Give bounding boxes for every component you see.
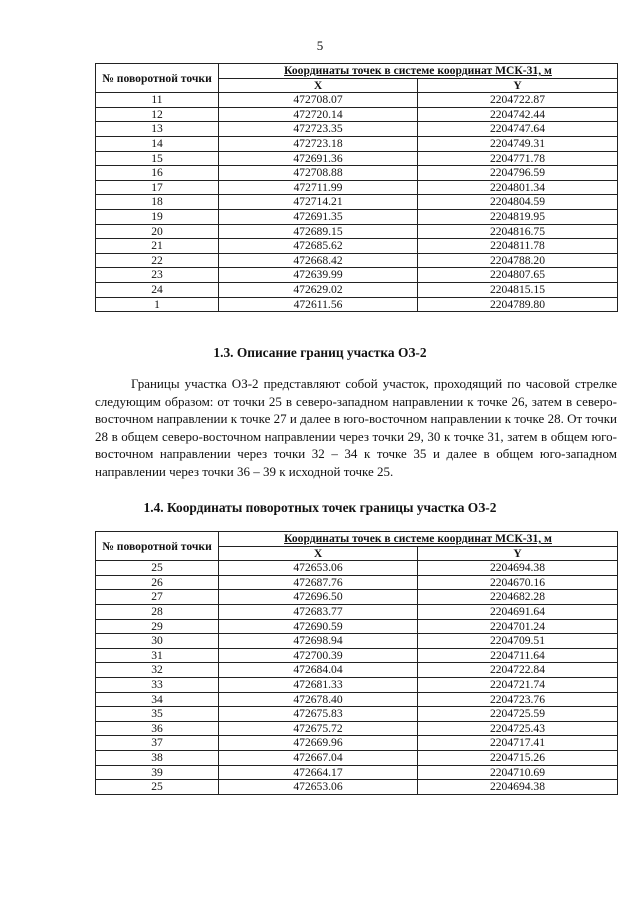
table-body xyxy=(96,93,618,312)
cell-y: 2204807.65 xyxy=(418,268,618,283)
table-row xyxy=(96,122,618,137)
cell-y: 2204723.76 xyxy=(418,692,618,707)
cell-x: 472691.35 xyxy=(219,209,418,224)
cell-point-number: 33 xyxy=(96,677,219,692)
cell-x: 472687.76 xyxy=(219,575,418,590)
cell-x: 472681.33 xyxy=(219,677,418,692)
cell-x: 472696.50 xyxy=(219,590,418,605)
table-row xyxy=(96,297,618,312)
cell-y: 2204804.59 xyxy=(418,195,618,210)
cell-y: 2204819.95 xyxy=(418,209,618,224)
cell-y: 2204710.69 xyxy=(418,765,618,780)
cell-y: 2204721.74 xyxy=(418,677,618,692)
cell-y: 2204701.24 xyxy=(418,619,618,634)
cell-y: 2204670.16 xyxy=(418,575,618,590)
cell-point-number: 35 xyxy=(96,707,219,722)
cell-point-number: 20 xyxy=(96,224,219,239)
table-row xyxy=(96,765,618,780)
cell-point-number: 11 xyxy=(96,93,219,108)
cell-x: 472683.77 xyxy=(219,604,418,619)
cell-point-number: 24 xyxy=(96,282,219,297)
cell-point-number: 34 xyxy=(96,692,219,707)
table-row xyxy=(96,166,618,181)
coordinates-table-1 xyxy=(95,63,618,312)
cell-point-number: 23 xyxy=(96,268,219,283)
cell-point-number: 27 xyxy=(96,590,219,605)
cell-y: 2204749.31 xyxy=(418,136,618,151)
table-row xyxy=(96,677,618,692)
table-row xyxy=(96,663,618,678)
cell-x: 472708.88 xyxy=(219,166,418,181)
cell-point-number: 15 xyxy=(96,151,219,166)
table-row xyxy=(96,619,618,634)
cell-x: 472685.62 xyxy=(219,239,418,254)
cell-y: 2204682.28 xyxy=(418,590,618,605)
column-header-point-number: № поворотной точки xyxy=(96,64,219,93)
cell-point-number: 36 xyxy=(96,721,219,736)
cell-y: 2204815.15 xyxy=(418,282,618,297)
cell-x: 472700.39 xyxy=(219,648,418,663)
cell-point-number: 37 xyxy=(96,736,219,751)
cell-x: 472668.42 xyxy=(219,253,418,268)
table-row xyxy=(96,107,618,122)
section-heading-1-3: 1.3. Описание границ участка ОЗ-2 xyxy=(213,345,427,360)
cell-y: 2204811.78 xyxy=(418,239,618,254)
cell-point-number: 25 xyxy=(96,561,219,576)
cell-y: 2204796.59 xyxy=(418,166,618,181)
table-row xyxy=(96,93,618,108)
cell-y: 2204816.75 xyxy=(418,224,618,239)
table-row xyxy=(96,648,618,663)
table-row xyxy=(96,180,618,195)
table-body xyxy=(96,561,618,795)
cell-y: 2204694.38 xyxy=(418,780,618,795)
table-row xyxy=(96,692,618,707)
cell-y: 2204691.64 xyxy=(418,604,618,619)
column-header-x: X xyxy=(219,78,418,93)
table-row xyxy=(96,268,618,283)
coordinates-table-2 xyxy=(95,531,618,795)
table-row xyxy=(96,253,618,268)
cell-y: 2204725.43 xyxy=(418,721,618,736)
cell-x: 472708.07 xyxy=(219,93,418,108)
cell-x: 472629.02 xyxy=(219,282,418,297)
cell-point-number: 25 xyxy=(96,780,219,795)
table-row xyxy=(96,750,618,765)
cell-point-number: 39 xyxy=(96,765,219,780)
cell-point-number: 32 xyxy=(96,663,219,678)
cell-y: 2204747.64 xyxy=(418,122,618,137)
cell-point-number: 22 xyxy=(96,253,219,268)
column-header-x: X xyxy=(219,546,418,561)
cell-x: 472684.04 xyxy=(219,663,418,678)
cell-y: 2204715.26 xyxy=(418,750,618,765)
table-row xyxy=(96,195,618,210)
column-header-y: Y xyxy=(418,546,618,561)
cell-point-number: 38 xyxy=(96,750,219,765)
table-row xyxy=(96,721,618,736)
cell-y: 2204788.20 xyxy=(418,253,618,268)
cell-y: 2204742.44 xyxy=(418,107,618,122)
table-row xyxy=(96,634,618,649)
table-row xyxy=(96,604,618,619)
cell-point-number: 26 xyxy=(96,575,219,590)
cell-point-number: 31 xyxy=(96,648,219,663)
cell-x: 472653.06 xyxy=(219,780,418,795)
cell-x: 472698.94 xyxy=(219,634,418,649)
cell-point-number: 29 xyxy=(96,619,219,634)
boundary-description: Границы участка ОЗ-2 представляют собой участок, проходящий по часовой стрелке следующим образом: от точки 25 в северо-западном направлении к точке 26, затем в северо-восточном направлении к точке 27 и далее в юго-восточном направлении к точке 28. От точки 28 в общем северо-восточном направлении через точки 29, 30 к точке 31, затем в общем юго-восточном направлении через точки 32 – 34 к точке 35 и далее в общем юго-западном направлении через точки 36 – 39 к исходной точке 25. xyxy=(95,376,617,479)
cell-point-number: 13 xyxy=(96,122,219,137)
cell-point-number: 16 xyxy=(96,166,219,181)
column-header-coordinates: Координаты точек в системе координат МСК-31, м xyxy=(219,532,618,547)
column-header-y: Y xyxy=(418,78,618,93)
cell-y: 2204709.51 xyxy=(418,634,618,649)
cell-x: 472711.99 xyxy=(219,180,418,195)
page-number: 5 xyxy=(316,38,324,53)
table-row xyxy=(96,575,618,590)
cell-point-number: 19 xyxy=(96,209,219,224)
table-row xyxy=(96,136,618,151)
table-row xyxy=(96,282,618,297)
table-row xyxy=(96,590,618,605)
cell-point-number: 21 xyxy=(96,239,219,254)
table-row xyxy=(96,209,618,224)
cell-point-number: 30 xyxy=(96,634,219,649)
cell-x: 472653.06 xyxy=(219,561,418,576)
cell-x: 472639.99 xyxy=(219,268,418,283)
table-row xyxy=(96,151,618,166)
table-row xyxy=(96,780,618,795)
cell-x: 472689.15 xyxy=(219,224,418,239)
cell-point-number: 14 xyxy=(96,136,219,151)
cell-point-number: 28 xyxy=(96,604,219,619)
table-row xyxy=(96,561,618,576)
table-row xyxy=(96,224,618,239)
cell-y: 2204717.41 xyxy=(418,736,618,751)
cell-y: 2204801.34 xyxy=(418,180,618,195)
cell-x: 472720.14 xyxy=(219,107,418,122)
cell-x: 472723.18 xyxy=(219,136,418,151)
cell-point-number: 17 xyxy=(96,180,219,195)
cell-y: 2204771.78 xyxy=(418,151,618,166)
cell-x: 472664.17 xyxy=(219,765,418,780)
cell-x: 472675.83 xyxy=(219,707,418,722)
cell-x: 472678.40 xyxy=(219,692,418,707)
section-heading-1-4: 1.4. Координаты поворотных точек границы участка ОЗ-2 xyxy=(143,500,497,515)
cell-y: 2204722.87 xyxy=(418,93,618,108)
cell-x: 472723.35 xyxy=(219,122,418,137)
cell-x: 472669.96 xyxy=(219,736,418,751)
cell-x: 472714.21 xyxy=(219,195,418,210)
column-header-point-number: № поворотной точки xyxy=(96,532,219,561)
cell-point-number: 1 xyxy=(96,297,219,312)
table-row xyxy=(96,707,618,722)
cell-x: 472690.59 xyxy=(219,619,418,634)
table-row xyxy=(96,736,618,751)
cell-y: 2204694.38 xyxy=(418,561,618,576)
table-row xyxy=(96,239,618,254)
cell-y: 2204711.64 xyxy=(418,648,618,663)
cell-y: 2204722.84 xyxy=(418,663,618,678)
cell-point-number: 18 xyxy=(96,195,219,210)
column-header-coordinates: Координаты точек в системе координат МСК-31, м xyxy=(219,64,618,79)
cell-x: 472675.72 xyxy=(219,721,418,736)
cell-y: 2204789.80 xyxy=(418,297,618,312)
cell-x: 472691.36 xyxy=(219,151,418,166)
cell-x: 472667.04 xyxy=(219,750,418,765)
cell-point-number: 12 xyxy=(96,107,219,122)
cell-y: 2204725.59 xyxy=(418,707,618,722)
cell-x: 472611.56 xyxy=(219,297,418,312)
